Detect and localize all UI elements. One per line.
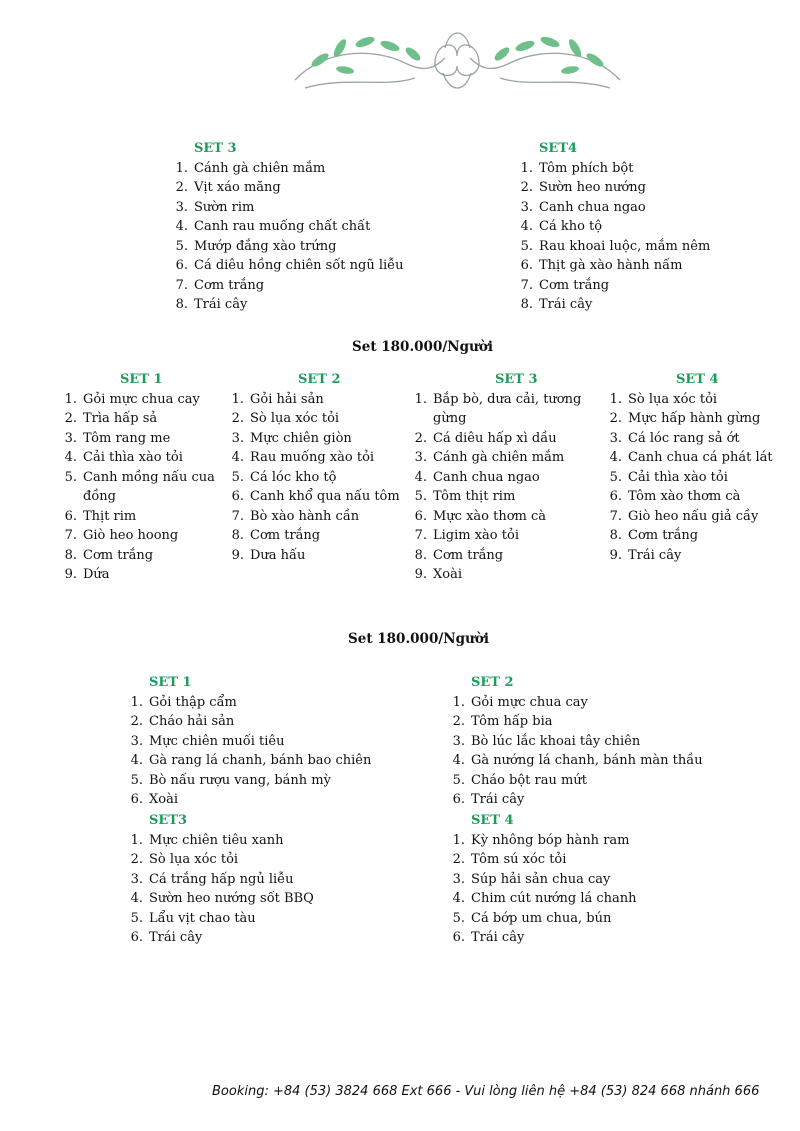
dish-item — [58, 507, 218, 527]
dish-name: Cơm trắng — [433, 547, 504, 563]
dish-name: Cơm trắng — [194, 277, 265, 293]
dish-number: 1. — [452, 832, 465, 848]
dish-number: 2. — [452, 852, 465, 867]
set-title: SET 4 — [676, 372, 719, 387]
dish-number: 8. — [609, 528, 622, 543]
dish-list — [446, 831, 746, 948]
dish-item — [170, 198, 470, 218]
dish-name: Giò heo hoong — [83, 528, 179, 543]
dish-number: 5. — [175, 238, 188, 254]
dish-number: 4. — [175, 219, 188, 234]
dish-name: Rau khoai luộc, mắm nêm — [539, 238, 711, 254]
dish-name: Bò nấu rượu vang, bánh mỳ — [149, 772, 331, 788]
top-set-3 — [170, 139, 470, 315]
dish-number: 2. — [64, 411, 77, 426]
booking-footer: Booking: +84 (53) 3824 668 Ext 666 - Vui lòng liên hệ +84 (53) 824 668 nhánh 666 — [212, 1084, 760, 1099]
dish-item — [58, 546, 218, 566]
dish-item — [408, 429, 608, 449]
dish-number: 7. — [231, 508, 244, 524]
dish-name: Trái cây — [628, 547, 682, 563]
dish-number: 5. — [520, 238, 533, 254]
dish-name: Trái cây — [194, 297, 248, 312]
dish-number: 2. — [130, 714, 143, 729]
dish-number: 5. — [609, 469, 622, 485]
dish-name: Trái cây — [149, 930, 203, 945]
dish-item — [515, 217, 775, 237]
dish-name: Cá kho tộ — [539, 219, 603, 234]
dish-number: 1. — [130, 694, 143, 710]
dish-name: Sườn heo nướng sốt BBQ — [149, 891, 314, 906]
dish-name: Rau muống xào tỏi — [250, 450, 375, 465]
dish-number: 1. — [130, 832, 143, 848]
dish-item — [515, 256, 775, 276]
dish-item — [603, 507, 793, 527]
dish-item — [124, 693, 424, 713]
dish-name: Bò xào hành cần — [250, 508, 360, 524]
dish-name: Canh khổ qua nấu tôm — [250, 489, 400, 504]
dish-name: Mực hấp hành gừng — [628, 411, 761, 426]
dish-number: 3. — [130, 871, 143, 887]
dish-name: Mướp đắng xào trứng — [194, 238, 337, 254]
dish-item — [515, 237, 775, 257]
dish-item — [446, 928, 746, 948]
dish-number: 4. — [452, 891, 465, 906]
dish-item — [408, 390, 608, 429]
dish-number: 6. — [609, 489, 622, 504]
dish-item — [603, 487, 793, 507]
dish-number: 3. — [452, 871, 465, 887]
dish-number: 5. — [130, 772, 143, 788]
dish-number: 1. — [609, 391, 622, 407]
dish-item — [170, 295, 470, 315]
dish-name: Cải thìa xào tỏi — [83, 450, 183, 465]
dish-item — [408, 507, 608, 527]
dish-name: Mực chiên muối tiêu — [149, 733, 285, 749]
dish-name: Thịt gà xào hành nấm — [539, 258, 683, 273]
dish-number: 5. — [231, 469, 244, 485]
dish-number: 3. — [64, 430, 77, 446]
dish-item — [170, 159, 470, 179]
dish-item — [124, 790, 424, 810]
dish-name: Cá lóc kho tộ — [250, 469, 337, 485]
dish-item — [124, 850, 424, 870]
dish-number: 9. — [609, 547, 622, 563]
dish-number: 3. — [520, 199, 533, 215]
dish-number: 4. — [64, 450, 77, 465]
section1-set-1 — [58, 370, 218, 585]
dish-item — [408, 448, 608, 468]
dish-item — [170, 276, 470, 296]
dish-number: 7. — [64, 528, 77, 543]
dish-number: 4. — [130, 753, 143, 768]
dish-name: Tôm hấp bia — [471, 714, 553, 729]
dish-number: 4. — [520, 219, 533, 234]
set-title: SET4 — [539, 141, 578, 156]
dish-name: Sò lụa xóc tỏi — [628, 391, 718, 407]
dish-name: Gỏi mực chua cay — [83, 391, 200, 407]
dish-item — [603, 409, 793, 429]
dish-item — [515, 276, 775, 296]
dish-number: 8. — [64, 547, 77, 563]
dish-number: 2. — [452, 714, 465, 729]
dish-item — [603, 526, 793, 546]
dish-number: 6. — [231, 489, 244, 504]
section2-set-2 — [446, 673, 746, 810]
dish-item — [225, 468, 405, 488]
dish-item — [124, 771, 424, 791]
dish-item — [446, 909, 746, 929]
dish-item — [515, 178, 775, 198]
dish-item — [170, 217, 470, 237]
dish-number: 5. — [452, 910, 465, 926]
section1-set-3 — [408, 370, 608, 585]
dish-item — [446, 732, 746, 752]
dish-name: Cá lóc rang sả ớt — [628, 430, 740, 446]
dish-number: 6. — [452, 930, 465, 945]
dish-number: 3. — [175, 199, 188, 215]
dish-item — [603, 448, 793, 468]
dish-name: Tôm xào thơm cà — [628, 489, 741, 504]
dish-name: Chim cút nướng lá chanh — [471, 891, 637, 906]
dish-name: Gỏi mực chua cay — [471, 694, 588, 710]
dish-item — [408, 565, 608, 585]
dish-name: Cá trắng hấp ngủ liễu — [149, 871, 294, 887]
dish-number: 5. — [452, 772, 465, 788]
dish-item — [603, 429, 793, 449]
dish-number: 1. — [452, 694, 465, 710]
dish-name: Sò lụa xóc tỏi — [149, 852, 239, 867]
dish-item — [446, 751, 746, 771]
section2-set-1 — [124, 673, 424, 810]
section-heading: Set 180.000/Người — [348, 631, 489, 647]
dish-name: Mực chiên tiêu xanh — [149, 832, 284, 848]
dish-number: 6. — [414, 508, 427, 524]
dish-item — [225, 507, 405, 527]
dish-number: 5. — [130, 910, 143, 926]
dish-item — [446, 850, 746, 870]
dish-item — [58, 390, 218, 410]
dish-name: Xoài — [433, 567, 462, 582]
dish-item — [58, 526, 218, 546]
dish-name: Tôm thịt rim — [433, 489, 516, 504]
dish-number: 2. — [175, 180, 188, 195]
section1-set-2 — [225, 370, 405, 565]
dish-item — [408, 487, 608, 507]
dish-name: Cơm trắng — [628, 528, 699, 543]
dish-item — [446, 831, 746, 851]
dish-item — [225, 526, 405, 546]
set-title: SET 2 — [298, 372, 341, 387]
dish-number: 4. — [414, 469, 427, 485]
dish-item — [58, 448, 218, 468]
dish-name: Dưa hấu — [250, 547, 306, 563]
dish-number: 7. — [609, 508, 622, 524]
dish-name: Tôm phích bột — [539, 160, 634, 176]
dish-item — [225, 487, 405, 507]
dish-item — [446, 889, 746, 909]
dish-number: 6. — [130, 792, 143, 807]
section1-set-4 — [603, 370, 793, 565]
dish-number: 2. — [130, 852, 143, 867]
dish-number: 3. — [130, 733, 143, 749]
dish-item — [124, 870, 424, 890]
dish-item — [515, 159, 775, 179]
dish-number: 3. — [452, 733, 465, 749]
floral-ornament-icon — [285, 18, 630, 100]
top-set-4 — [515, 139, 775, 315]
dish-name: Trái cây — [539, 297, 593, 312]
dish-item — [124, 889, 424, 909]
dish-list — [515, 159, 775, 315]
dish-name: Súp hải sản chua cay — [471, 871, 611, 887]
dish-number: 9. — [231, 547, 244, 563]
dish-item — [603, 468, 793, 488]
dish-number: 8. — [231, 528, 244, 543]
set-title: SET 4 — [471, 813, 514, 828]
dish-name: Mực chiên giòn — [250, 430, 352, 446]
dish-name: Gà nướng lá chanh, bánh màn thầu — [471, 753, 703, 768]
dish-item — [124, 732, 424, 752]
dish-number: 9. — [414, 567, 427, 582]
dish-name: Mực xào thơm cà — [433, 508, 547, 524]
section2-set-4 — [446, 811, 746, 948]
dish-item — [124, 928, 424, 948]
dish-item — [124, 909, 424, 929]
dish-item — [225, 448, 405, 468]
dish-item — [408, 468, 608, 488]
dish-number: 2. — [231, 411, 244, 426]
set-title: SET3 — [149, 813, 188, 828]
dish-name: Gà rang lá chanh, bánh bao chiên — [149, 753, 372, 768]
dish-number: 1. — [175, 160, 188, 176]
dish-name: Thịt rim — [83, 508, 137, 524]
dish-name: Cánh gà chiên mắm — [433, 450, 565, 465]
dish-item — [446, 693, 746, 713]
dish-name: Xoài — [149, 792, 178, 807]
dish-name: Cá bớp um chua, bún — [471, 910, 612, 926]
dish-name: Giò heo nấu giả cầy — [628, 508, 759, 524]
dish-number: 7. — [175, 277, 188, 293]
dish-item — [170, 256, 470, 276]
dish-number: 4. — [231, 450, 244, 465]
dish-name: Canh mồng nấu cua đồng — [83, 469, 215, 504]
dish-item — [58, 429, 218, 449]
dish-name: Sườn rim — [194, 199, 255, 215]
dish-number: 7. — [520, 277, 533, 293]
dish-name: Canh chua cá phát lát — [628, 450, 773, 465]
dish-item — [408, 546, 608, 566]
section-heading: Set 180.000/Người — [352, 339, 493, 355]
dish-number: 7. — [414, 528, 427, 543]
dish-number: 5. — [414, 489, 427, 504]
dish-list — [408, 390, 608, 585]
dish-name: Vịt xáo măng — [194, 180, 281, 195]
dish-number: 8. — [520, 297, 533, 312]
dish-number: 6. — [130, 930, 143, 945]
dish-item — [225, 429, 405, 449]
dish-name: Sò lụa xóc tỏi — [250, 411, 340, 426]
dish-number: 5. — [64, 469, 77, 485]
dish-number: 4. — [452, 753, 465, 768]
dish-name: Cháo bột rau mứt — [471, 772, 587, 788]
dish-number: 2. — [609, 411, 622, 426]
set-title: SET 1 — [149, 675, 192, 690]
dish-name: Gỏi thập cẩm — [149, 694, 237, 710]
dish-name: Cá diêu hấp xì dầu — [433, 430, 557, 446]
dish-item — [515, 295, 775, 315]
dish-item — [170, 178, 470, 198]
dish-number: 3. — [414, 450, 427, 465]
dish-name: Bò lúc lắc khoai tây chiên — [471, 733, 641, 749]
dish-item — [58, 409, 218, 429]
dish-list — [58, 390, 218, 585]
dish-number: 6. — [64, 508, 77, 524]
dish-item — [225, 546, 405, 566]
dish-item — [225, 409, 405, 429]
dish-number: 8. — [175, 297, 188, 312]
dish-item — [603, 546, 793, 566]
dish-name: Cải thìa xào tỏi — [628, 469, 728, 485]
dish-item — [58, 565, 218, 585]
dish-name: Canh rau muống chất chất — [194, 219, 371, 234]
dish-name: Cá diêu hồng chiên sốt ngũ liễu — [194, 258, 404, 273]
dish-item — [446, 712, 746, 732]
set-title: SET 2 — [471, 675, 514, 690]
dish-name: Cánh gà chiên mắm — [194, 160, 326, 176]
dish-number: 4. — [130, 891, 143, 906]
dish-number: 3. — [609, 430, 622, 446]
dish-number: 6. — [452, 792, 465, 807]
dish-name: Cơm trắng — [83, 547, 154, 563]
dish-number: 1. — [231, 391, 244, 407]
dish-name: Tôm rang me — [83, 430, 171, 446]
dish-name: Cháo hải sản — [149, 714, 235, 729]
dish-number: 6. — [175, 258, 188, 273]
dish-name: Trái cây — [471, 930, 525, 945]
dish-name: Kỳ nhông bóp hành ram — [471, 832, 630, 848]
dish-list — [446, 693, 746, 810]
dish-name: Canh chua ngao — [539, 199, 646, 215]
dish-name: Bắp bò, dưa cải, tương gừng — [433, 391, 582, 426]
dish-name: Cơm trắng — [539, 277, 610, 293]
set-title: SET 3 — [194, 141, 237, 156]
dish-name: Cơm trắng — [250, 528, 321, 543]
dish-list — [170, 159, 470, 315]
dish-item — [446, 771, 746, 791]
dish-number: 6. — [520, 258, 533, 273]
dish-item — [515, 198, 775, 218]
dish-number: 2. — [520, 180, 533, 195]
dish-number: 3. — [231, 430, 244, 446]
dish-number: 2. — [414, 430, 427, 446]
dish-name: Gỏi hải sản — [250, 391, 324, 407]
set-title: SET 3 — [495, 372, 538, 387]
dish-item — [603, 390, 793, 410]
dish-name: Trìa hấp sả — [83, 411, 158, 426]
dish-list — [603, 390, 793, 566]
dish-name: Ligim xào tỏi — [433, 528, 519, 543]
section2-set-3 — [124, 811, 424, 948]
dish-name: Trái cây — [471, 792, 525, 807]
dish-list — [225, 390, 405, 566]
dish-item — [446, 870, 746, 890]
dish-number: 1. — [414, 391, 427, 407]
dish-item — [124, 831, 424, 851]
dish-item — [58, 468, 218, 507]
dish-item — [225, 390, 405, 410]
dish-name: Lẩu vịt chao tàu — [149, 910, 256, 926]
set-title: SET 1 — [120, 372, 163, 387]
dish-name: Tôm sú xóc tỏi — [471, 852, 567, 867]
dish-number: 8. — [414, 547, 427, 563]
dish-name: Canh chua ngao — [433, 469, 540, 485]
dish-number: 1. — [64, 391, 77, 407]
dish-list — [124, 831, 424, 948]
dish-number: 9. — [64, 567, 77, 582]
dish-item — [170, 237, 470, 257]
dish-name: Sườn heo nướng — [539, 180, 646, 195]
dish-item — [124, 751, 424, 771]
dish-name: Dứa — [83, 567, 110, 582]
dish-item — [408, 526, 608, 546]
dish-item — [446, 790, 746, 810]
dish-number: 1. — [520, 160, 533, 176]
dish-item — [124, 712, 424, 732]
dish-list — [124, 693, 424, 810]
dish-number: 4. — [609, 450, 622, 465]
